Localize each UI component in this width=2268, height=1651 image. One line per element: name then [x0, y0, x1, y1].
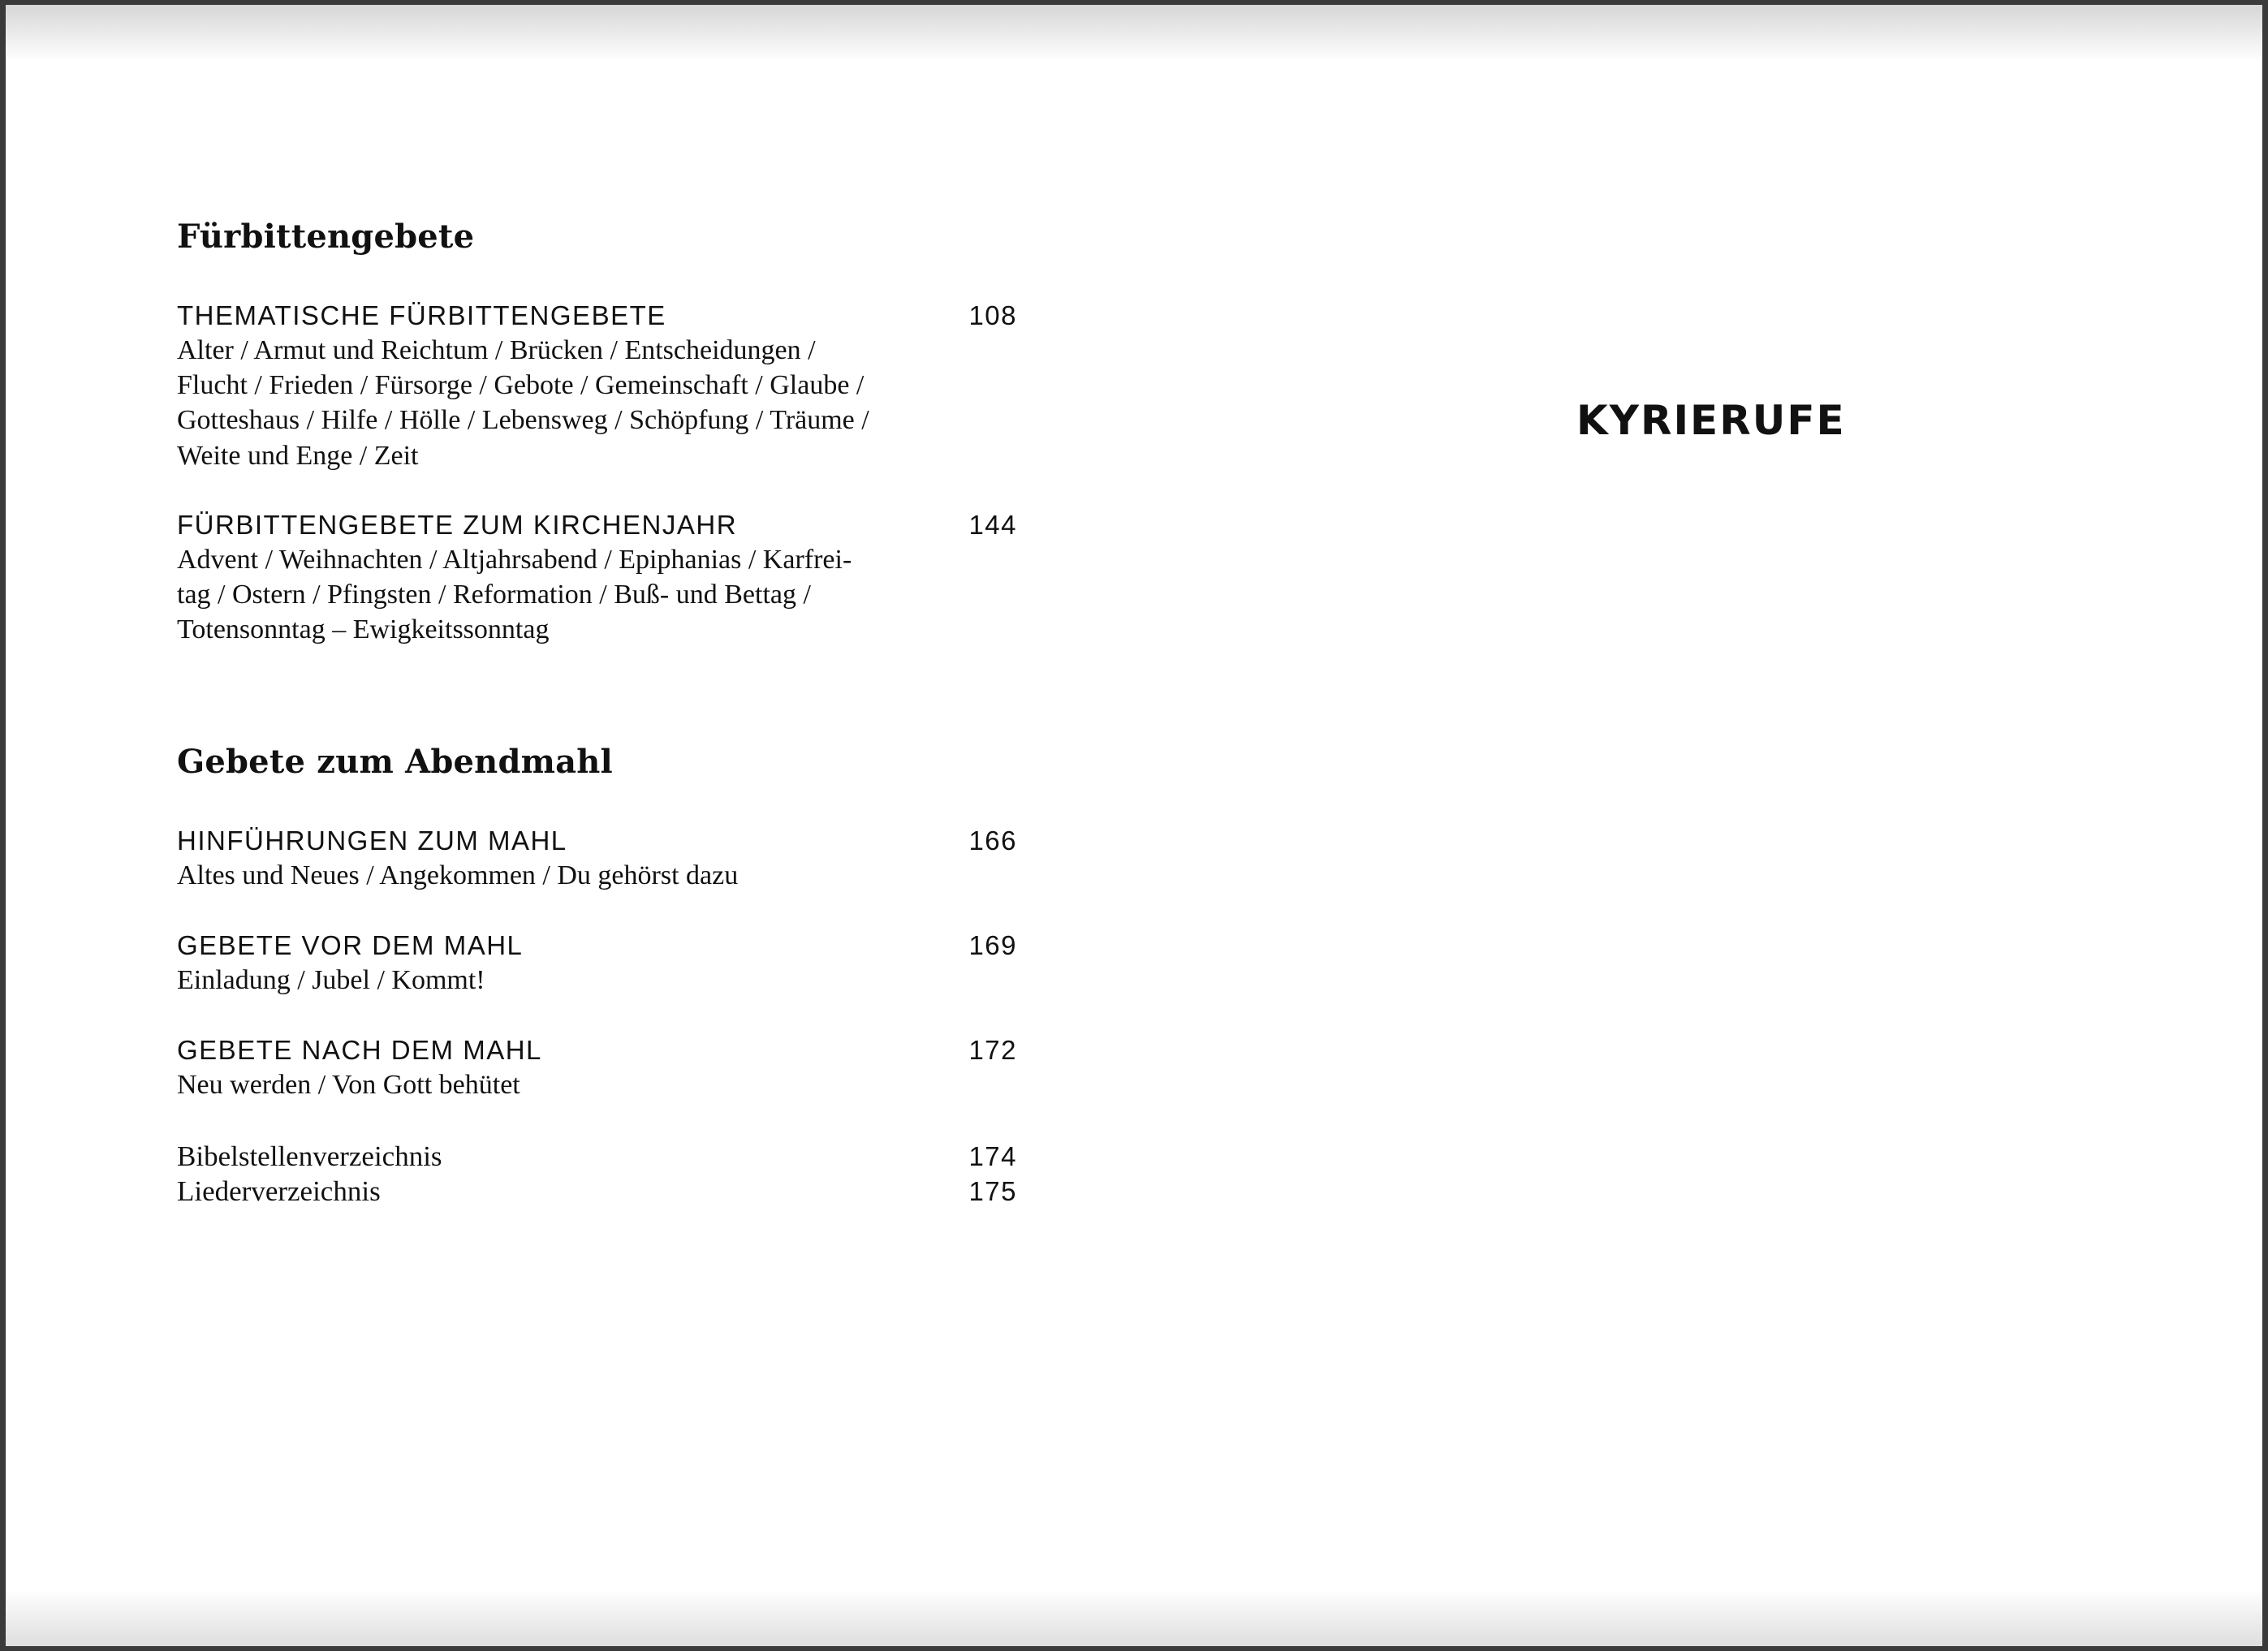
description-line: Flucht / Frieden / Fürsorge / Gebote / Gemeinschaft / Glaube / [177, 370, 865, 401]
toc-entry-description [177, 333, 956, 473]
toc-entry-description [177, 963, 956, 998]
toc-entry-nach-dem-mahl[interactable] [177, 1032, 1017, 1102]
right-page [1134, 5, 2262, 1646]
index-page-number: 175 [968, 1176, 1017, 1206]
description-line: tag / Ostern / Pfingsten / Reformation / Buß- und Bettag / [177, 580, 811, 610]
toc-entry-page-number: 144 [968, 510, 1017, 540]
toc-entry-title: GEBETE VOR DEM MAHL [177, 930, 524, 960]
index-label: Liederverzeichnis [177, 1175, 381, 1207]
index-entry-lieder[interactable] [177, 1174, 1017, 1209]
description-line: Einladung / Jubel / Kommt! [177, 965, 485, 995]
toc-entry-title: THEMATISCHE FÜRBITTENGEBETE [177, 300, 666, 330]
section-heading-fuerbittengebete: Fürbittengebete [177, 218, 475, 256]
toc-entry-vor-dem-mahl[interactable] [177, 928, 1017, 998]
left-page [6, 5, 1134, 1646]
description-line: Advent / Weihnachten / Altjahrsabend / Epiphanias / Karfrei- [177, 545, 852, 575]
description-line: Weite und Enge / Zeit [177, 440, 419, 471]
description-line: Neu werden / Von Gott behütet [177, 1070, 520, 1100]
toc-entry-description [177, 1067, 956, 1102]
section-heading-abendmahl: Gebete zum Abendmahl [177, 743, 613, 781]
toc-entry-title: GEBETE NACH DEM MAHL [177, 1035, 542, 1065]
index-page-number: 174 [968, 1141, 1017, 1171]
toc-entry-page-number: 172 [968, 1035, 1017, 1065]
toc-entry-title: FÜRBITTENGEBETE ZUM KIRCHENJAHR [177, 510, 738, 540]
description-line: Gotteshaus / Hilfe / Hölle / Lebensweg / Schöpfung / Träume / [177, 405, 869, 436]
description-line: Totensonntag – Ewigkeitssonntag [177, 614, 550, 645]
chapter-title: KYRIERUFE [1576, 397, 1846, 444]
toc-entry-page-number: 166 [968, 826, 1017, 856]
description-line: Altes und Neues / Angekommen / Du gehörst dazu [177, 860, 739, 890]
book-spread [6, 5, 2262, 1646]
description-line: Alter / Armut und Reichtum / Brücken / Entscheidungen / [177, 335, 816, 365]
index-list [177, 1139, 1017, 1209]
toc-entry-title: HINFÜHRUNGEN ZUM MAHL [177, 826, 567, 856]
toc-entry-description [177, 858, 956, 893]
toc-entry-page-number: 108 [968, 300, 1017, 330]
toc-entry-page-number: 169 [968, 930, 1017, 960]
toc-entry-hinfuehrungen[interactable] [177, 823, 1017, 893]
toc-entry-description [177, 542, 956, 648]
index-label: Bibelstellenverzeichnis [177, 1140, 442, 1172]
toc-entry-kirchenjahr[interactable] [177, 507, 1017, 648]
toc-entry-thematische[interactable] [177, 298, 1017, 473]
index-entry-bibelstellen[interactable] [177, 1139, 1017, 1174]
